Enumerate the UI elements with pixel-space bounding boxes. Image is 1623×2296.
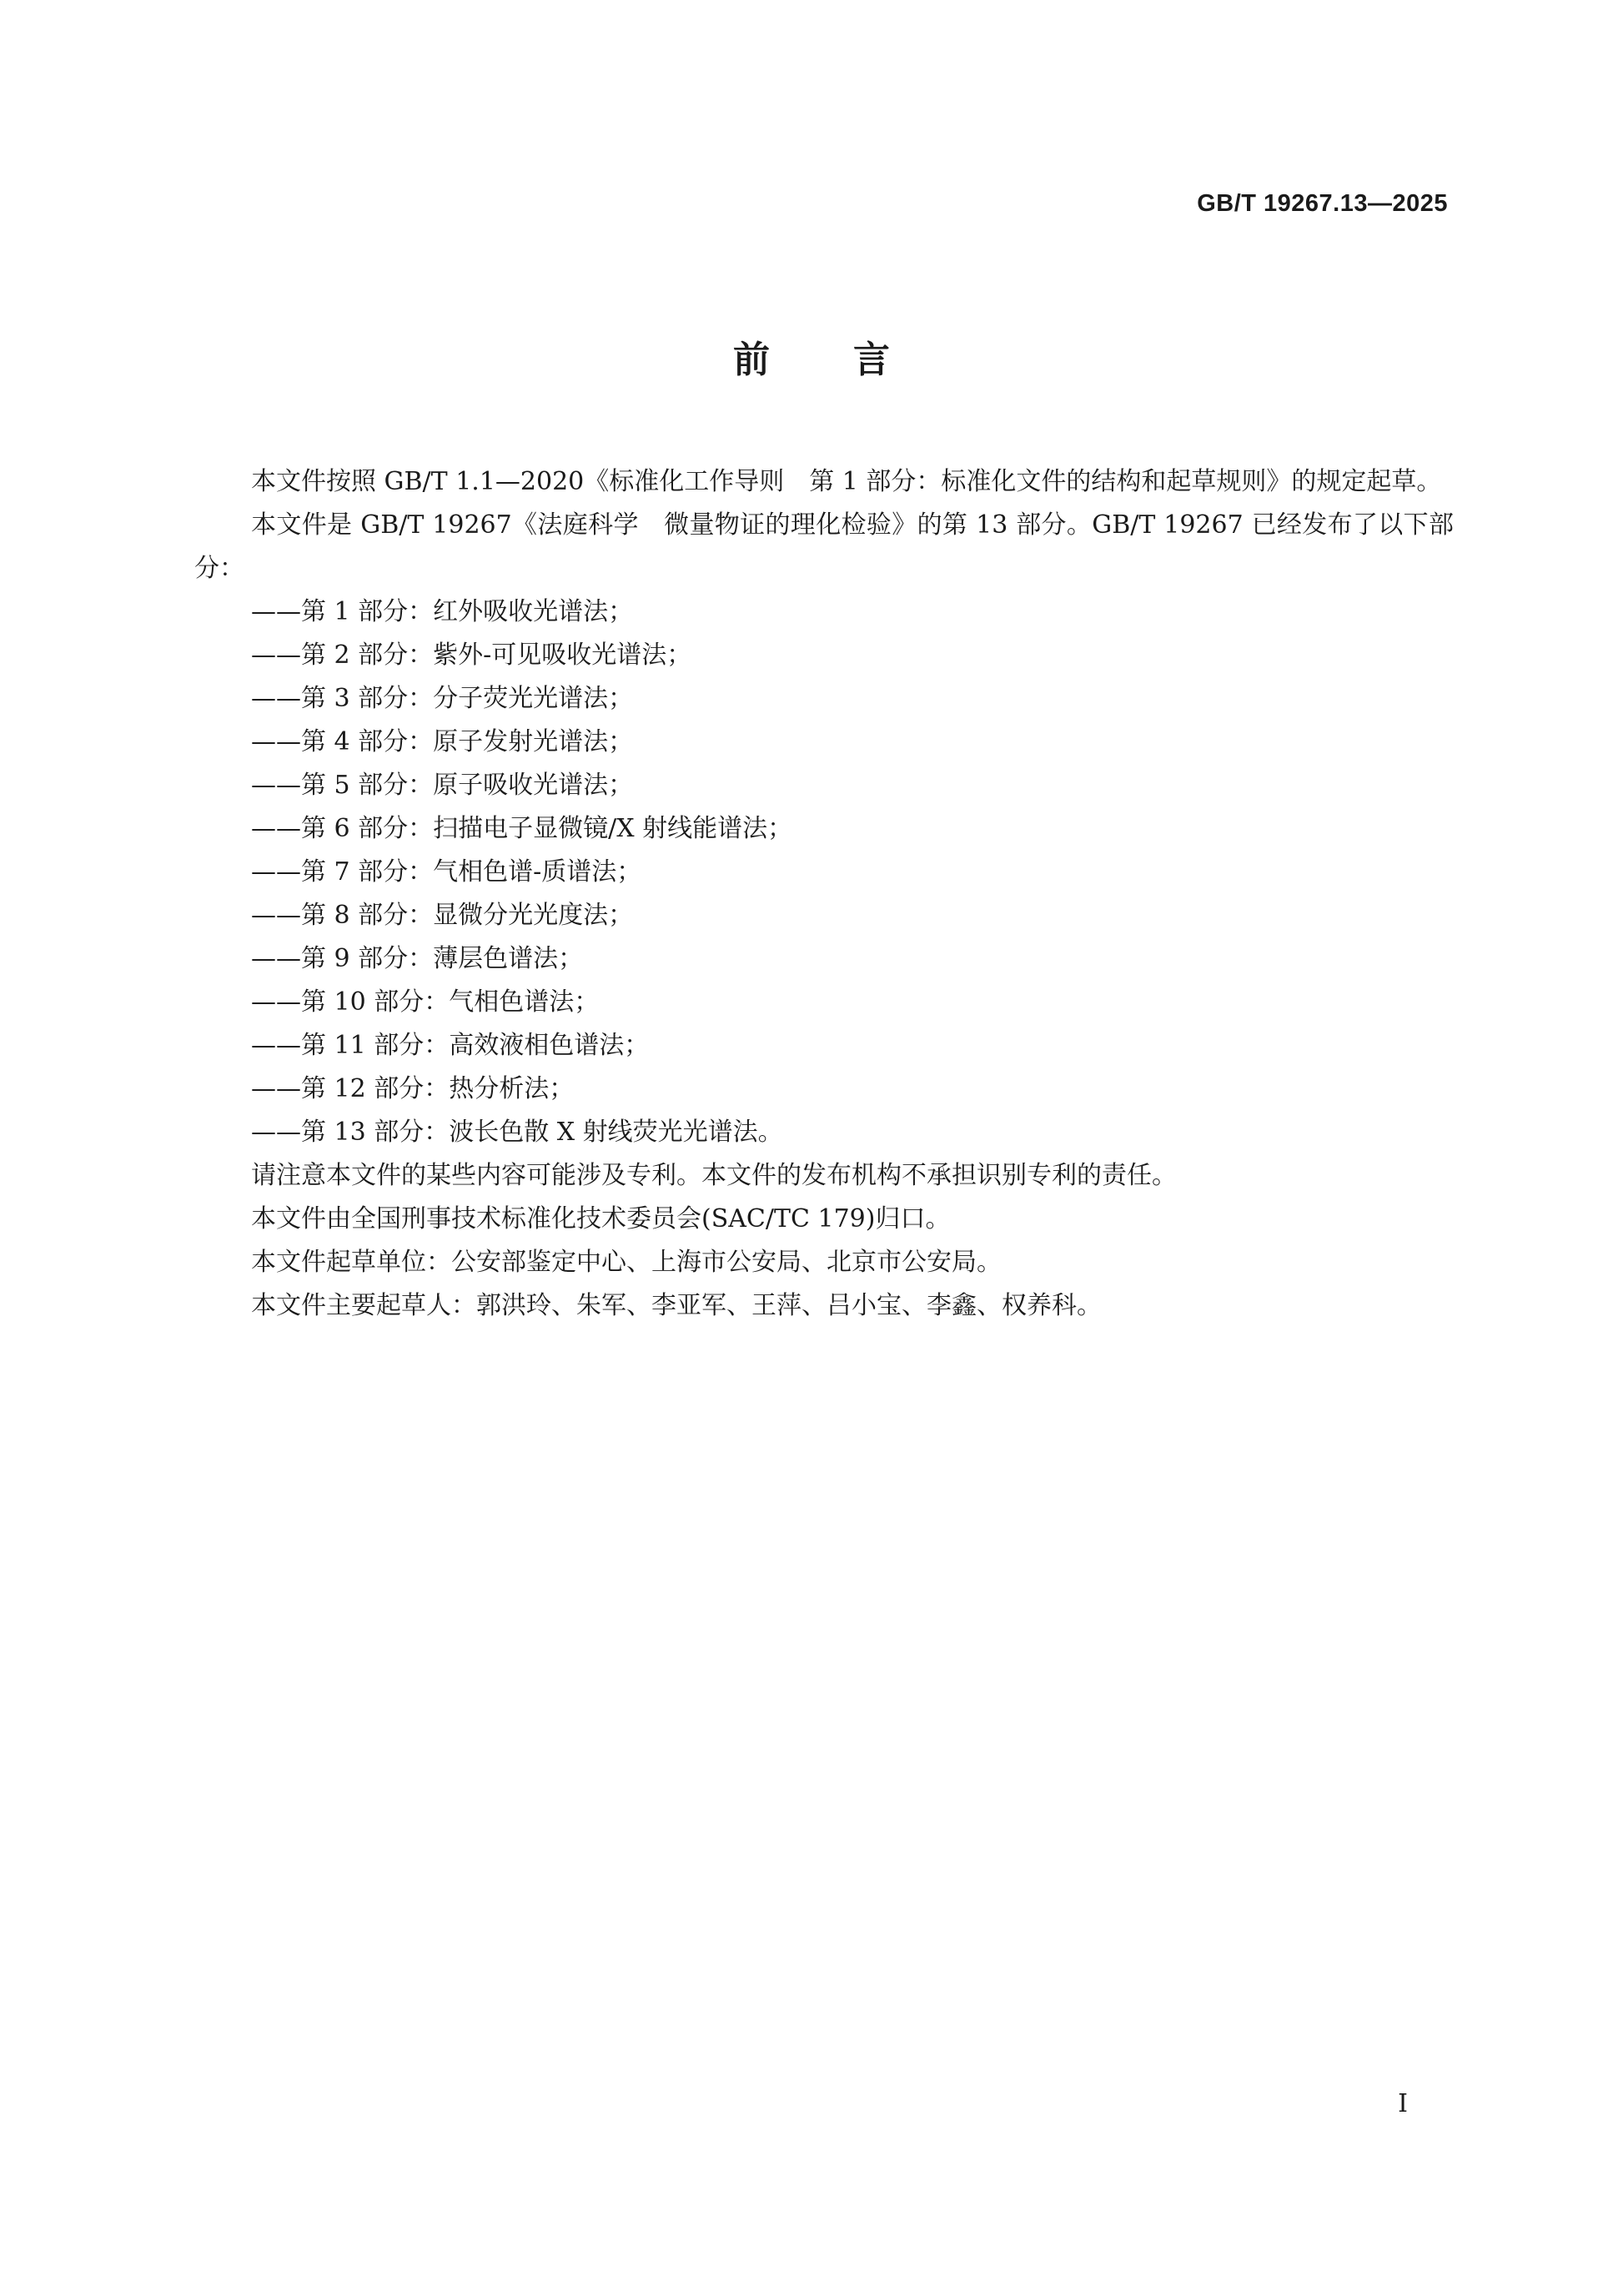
paragraph-series-intro: 本文件是 GB/T 19267《法庭科学 微量物证的理化检验》的第 13 部分。GB/T 19267 已经发布了以下部分：: [194, 510, 1454, 583]
list-item: ——第 12 部分：热分析法；: [251, 1074, 575, 1103]
list-item: ——第 13 部分：波长色散 X 射线荧光光谱法。: [251, 1118, 783, 1147]
list-item: ——第 6 部分：扫描电子显微镜/X 射线能谱法；: [251, 814, 793, 843]
standard-code: GB/T 19267.13—2025: [1197, 190, 1448, 217]
list-item: ——第 3 部分：分子荧光光谱法；: [251, 684, 634, 713]
paragraph-drafting-units: 本文件起草单位：公安部鉴定中心、上海市公安局、北京市公安局。: [251, 1248, 1002, 1277]
list-item: ——第 11 部分：高效液相色谱法；: [251, 1031, 650, 1060]
page-number: I: [1398, 2089, 1408, 2118]
list-item: ——第 9 部分：薄层色谱法；: [251, 944, 584, 973]
list-item: ——第 10 部分：气相色谱法；: [251, 987, 600, 1017]
list-item: ——第 4 部分：原子发射光谱法；: [251, 727, 634, 756]
page-title: 前言: [733, 339, 973, 381]
paragraph-drafting-rules: 本文件按照 GB/T 1.1—2020《标准化工作导则 第 1 部分：标准化文件的结构和起草规则》的规定起草。: [251, 467, 1442, 496]
list-item: ——第 5 部分：原子吸收光谱法；: [251, 771, 634, 800]
paragraph-patent-notice: 请注意本文件的某些内容可能涉及专利。本文件的发布机构不承担识别专利的责任。: [251, 1161, 1177, 1190]
list-item: ——第 8 部分：显微分光光度法；: [251, 901, 634, 930]
paragraph-committee: 本文件由全国刑事技术标准化技术委员会(SAC/TC 179)归口。: [251, 1204, 951, 1233]
paragraph-drafters: 本文件主要起草人：郭洪玲、朱军、李亚军、王萍、吕小宝、李鑫、权养科。: [251, 1291, 1102, 1320]
list-item: ——第 1 部分：红外吸收光谱法；: [251, 597, 634, 626]
parts-list: [194, 590, 1454, 1154]
list-item: ——第 2 部分：紫外-可见吸收光谱法；: [251, 641, 692, 670]
preface-body: [194, 460, 1454, 1328]
list-item: ——第 7 部分：气相色谱-质谱法；: [251, 857, 642, 887]
